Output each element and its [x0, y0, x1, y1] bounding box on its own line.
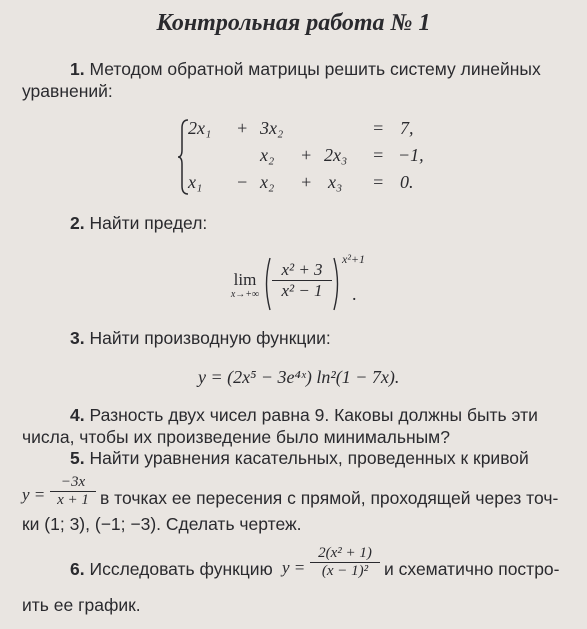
linear-system	[178, 118, 424, 196]
task-1-text-b: уравнений:	[22, 81, 113, 101]
function-lhs: y =	[282, 558, 306, 577]
system-cell: x₂	[260, 172, 275, 192]
page-title: Контрольная работа № 1	[156, 10, 431, 36]
system-cell: −	[236, 172, 249, 192]
curve-denominator: x + 1	[57, 492, 89, 508]
curve-numerator: −3x	[50, 474, 96, 492]
system-cell: 2x₁	[188, 118, 212, 138]
system-cell: +	[300, 145, 313, 165]
task-6-text-c: ить ее график.	[22, 595, 141, 615]
task-6-line-1b	[384, 558, 567, 580]
function-numerator: 2(x² + 1)	[310, 545, 380, 563]
function-denominator: (x − 1)²	[321, 563, 369, 579]
limit-power: x²+1	[342, 252, 366, 266]
system-cell: =	[372, 145, 385, 165]
limit-numerator: x² + 3	[272, 260, 332, 281]
system-cell: =	[372, 172, 385, 192]
task-1-number: 1.	[70, 59, 85, 79]
system-cell: −1,	[398, 145, 424, 165]
curve-lhs: y =	[22, 485, 46, 504]
limit-formula	[228, 252, 368, 314]
system-cell: +	[236, 118, 249, 138]
system-cell: =	[372, 118, 385, 138]
limit-denominator: x² − 1	[281, 281, 323, 300]
task-5-number: 5.	[70, 448, 85, 468]
task-1-text-a: Методом обратной матрицы решить систему линейных	[89, 59, 541, 79]
system-cell: x₃	[328, 172, 343, 192]
system-row-2	[188, 145, 424, 169]
task-5-line-3	[22, 513, 567, 535]
task-2	[22, 212, 567, 234]
limit-lim: lim	[233, 270, 257, 289]
task-6-number: 6.	[70, 559, 85, 579]
right-paren	[332, 256, 342, 312]
system-cell: 0.	[400, 172, 414, 192]
task-3-number: 3.	[70, 328, 85, 348]
task-6-text-b: и схематично постро-	[384, 559, 560, 579]
task-5-line-2	[100, 487, 567, 509]
system-cell: 3x₂	[260, 118, 284, 138]
task-6-line-2	[22, 594, 567, 616]
task-4-text-b: числа, чтобы их произведение было минимальным?	[22, 427, 450, 447]
task-1	[22, 58, 567, 102]
task-5-text-a: Найти уравнения касательных, проведенных к кривой	[89, 448, 529, 468]
task-2-number: 2.	[70, 213, 85, 233]
task-5	[22, 447, 567, 469]
left-paren	[262, 256, 272, 312]
system-cell: 2x₃	[324, 145, 348, 165]
system-cell: x₁	[188, 172, 203, 192]
task-3	[22, 327, 567, 349]
curve-formula	[22, 472, 96, 516]
task-5-text-c: ки (1; 3), (−1; −3). Сделать чертеж.	[22, 514, 302, 534]
limit-subscript: x→+∞	[230, 289, 260, 300]
limit-fraction	[272, 260, 332, 301]
task-2-text: Найти предел:	[89, 213, 208, 233]
task-6-text-a: Исследовать функцию	[89, 559, 273, 579]
system-cell: 7,	[400, 118, 414, 138]
function-fraction	[310, 545, 380, 580]
system-cell: +	[300, 172, 313, 192]
task-4-text-a: Разность двух чисел равна 9. Каковы должны быть эти	[89, 405, 538, 425]
system-row-1	[188, 118, 418, 142]
derivative-formula: y = (2x⁵ − 3e⁴ˣ) ln²(1 − 7x).	[198, 367, 400, 387]
task-5-text-b: в точках ее пересения с прямой, проходящей через точ-	[100, 488, 559, 508]
function-formula	[282, 543, 382, 593]
system-row-3	[188, 172, 418, 196]
task-3-text: Найти производную функции:	[89, 328, 331, 348]
system-cell: x₂	[260, 145, 275, 165]
curve-fraction	[50, 474, 96, 509]
limit-tail: .	[352, 284, 357, 304]
task-4-number: 4.	[70, 405, 85, 425]
task-4	[22, 404, 567, 448]
